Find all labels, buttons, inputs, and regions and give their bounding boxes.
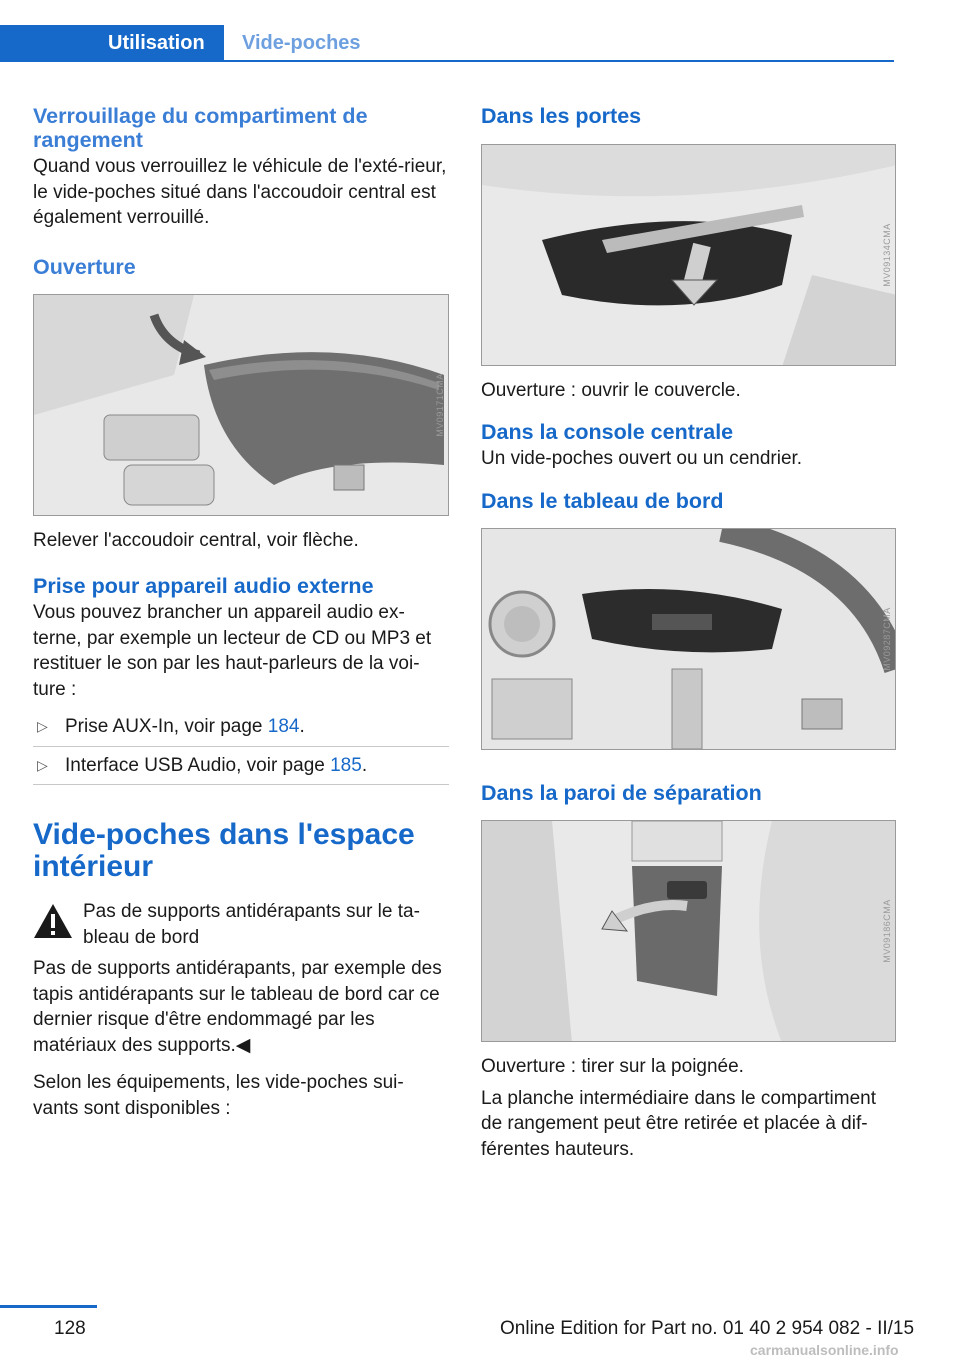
armrest-caption: Relever l'accoudoir central, voir flèche. <box>33 529 359 551</box>
tab-utilisation[interactable]: Utilisation <box>0 25 224 61</box>
warning-triangle-icon <box>33 903 73 939</box>
triangle-bullet-icon: ▷ <box>37 756 48 773</box>
image-code: MV09287CMA <box>882 607 892 671</box>
warning-block <box>33 899 449 950</box>
partition-heading: Dans la paroi de séparation <box>481 781 762 805</box>
image-code: MV09186CMA <box>882 899 892 963</box>
armrest-image <box>33 294 449 516</box>
page-link-184[interactable]: 184 <box>267 716 300 737</box>
section-heading: Vide-poches dans l'espace intérieur <box>33 818 415 883</box>
warning-title: Pas de supports antidérapants sur le ta-bleau de bord <box>83 901 420 948</box>
doors-heading: Dans les portes <box>481 104 642 128</box>
door-pocket-image <box>481 144 896 366</box>
audio-heading: Prise pour appareil audio externe <box>33 574 374 598</box>
opening-heading: Ouverture <box>33 254 136 279</box>
dashboard-pocket-image <box>481 528 896 750</box>
tab-vide-poches[interactable]: Vide-poches <box>242 32 361 54</box>
doors-caption: Ouverture : ouvrir le couvercle. <box>481 380 741 401</box>
lock-heading: Verrouillage du compartiment de rangement <box>33 104 368 152</box>
right-column <box>481 100 896 1162</box>
lock-paragraph: Quand vous verrouillez le véhicule de l'exté-rieur, le vide-poches situé dans l'accoudoir central est également verrouillé. <box>33 156 447 228</box>
partition-caption: Ouverture : tirer sur la poignée. <box>481 1056 744 1077</box>
triangle-bullet-icon: ▷ <box>37 718 48 734</box>
page-number: 128 <box>54 1318 86 1339</box>
dashboard-heading: Dans le tableau de bord <box>481 489 724 513</box>
list-item: ▷ Interface USB Audio, voir page 185. <box>33 747 449 786</box>
edition-note: Online Edition for Part no. 01 40 2 954 082 - II/15 <box>500 1318 915 1339</box>
console-heading: Dans la console centrale <box>481 419 734 444</box>
warning-paragraph: Pas de supports antidérapants, par exemple des tapis antidérapants sur le tableau de bord car ce dernier risque d'être endommagé par les matériaux des supports.◀ <box>33 958 442 1056</box>
console-paragraph: Un vide-poches ouvert ou un cendrier. <box>481 447 803 469</box>
partition-pocket-image <box>481 820 896 1042</box>
audio-list <box>33 708 449 785</box>
list-item: ▷ Prise AUX-In, voir page 184. <box>33 708 449 747</box>
header-divider <box>0 60 894 62</box>
partition-paragraph: La planche intermédiaire dans le compartiment de rangement peut être retirée et placée à dif-férentes hauteurs. <box>481 1087 876 1160</box>
audio-paragraph: Vous pouvez brancher un appareil audio ex-terne, par exemple un lecteur de CD ou MP3 et restituer le son par les haut-parleurs de la voi-ture : <box>33 602 432 700</box>
left-column <box>33 100 449 1121</box>
watermark: carmanualsonline.info <box>750 1342 899 1358</box>
image-code: MV09134CMA <box>882 223 892 287</box>
page-header <box>0 25 894 63</box>
equipment-paragraph: Selon les équipements, les vide-poches sui-vants sont disponibles : <box>33 1072 404 1119</box>
image-code: MV09171CMA <box>435 372 445 437</box>
page-link-185[interactable]: 185 <box>330 754 362 776</box>
footer-divider <box>0 1305 97 1308</box>
